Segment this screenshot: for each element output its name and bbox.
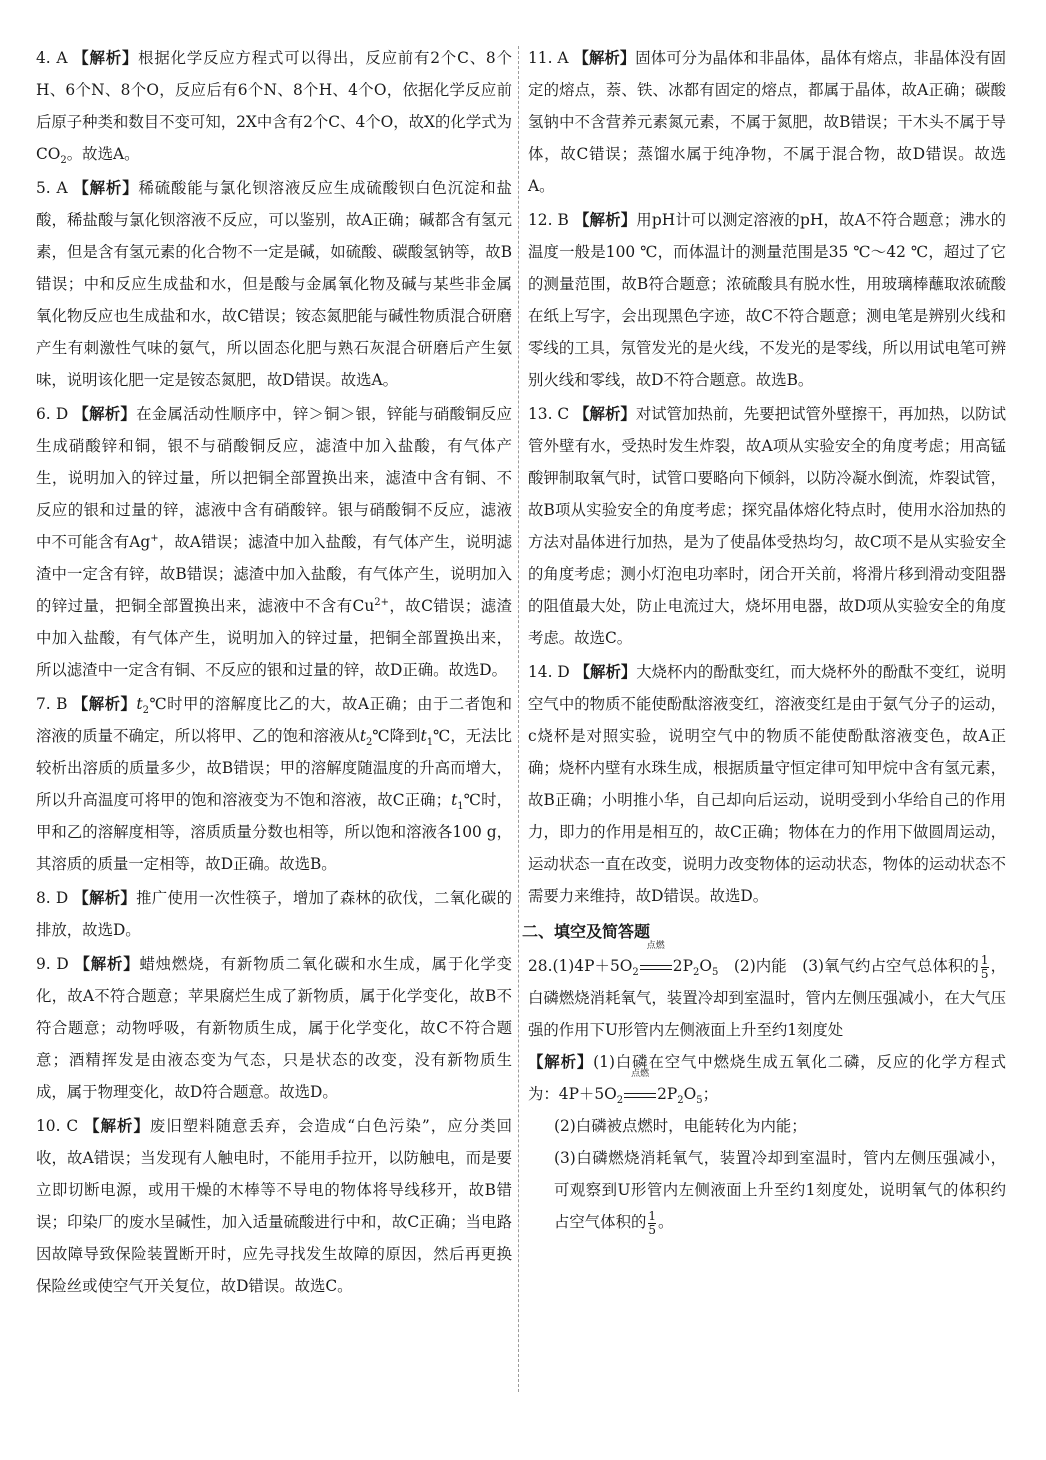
- analysis-tag: 【解析】: [574, 663, 637, 681]
- answer-text: ℃，无法比较析出溶质的质量多少，故B错误；甲的溶解度随温度的升高而增大，所以升高温度可将甲的饱和溶液变为不饱和溶液，故C正确；: [36, 727, 513, 809]
- answer-text-end: ℃时，甲和乙的溶解度相等，溶质质量分数也相等，所以饱和溶液各100 g，其溶质的质量一定相等，故D正确。故选B。: [36, 791, 513, 873]
- equation-right-o: O: [699, 957, 712, 975]
- reaction-condition: 点燃: [646, 941, 665, 951]
- temperature-symbol: t: [451, 791, 458, 809]
- temperature-symbol: t: [359, 727, 367, 745]
- subscript: 1: [457, 801, 464, 813]
- answer-8: [36, 882, 512, 946]
- answer-number: 14. D: [528, 663, 570, 681]
- answer-text: (2)内能 (3)氧气约占空气总体积的: [718, 957, 979, 975]
- subscript: 1: [426, 737, 434, 749]
- answer-28: [528, 941, 1006, 1238]
- column-divider: [518, 46, 519, 1392]
- analysis-tag: 【解析】: [574, 405, 636, 423]
- analysis-text: (1)白磷在空气中燃烧生成五氧化二磷，反应的化学方程式为：4P＋5O: [528, 1053, 1006, 1103]
- answer-number: 9. D: [36, 955, 69, 973]
- answer-28-analysis-3: (3)白磷燃烧消耗氧气，装置冷却到室温时，管内左侧压强减小，可观察到U形管内左侧液面上升至约1刻度处，说明氧气的体积约占空气体积的 $\frac{1}{5}$ 。: [554, 1149, 1006, 1237]
- analysis-tag: 【解析】: [72, 695, 137, 713]
- fraction-numerator: 1: [648, 1208, 656, 1223]
- answer-text: 根据化学反应方程式可以得出，反应前有2个C、8个H、6个N、8个O，反应后有6个N、8个H、4个O，依据化学反应前后原子种类和数目不变可知，2X中含有2个C、4个O，故X的化学式为CO: [36, 49, 512, 163]
- answer-10: [36, 1110, 512, 1302]
- superscript: 2+: [374, 596, 389, 608]
- analysis-tag: 【解析】: [73, 49, 139, 67]
- superscript: +: [150, 532, 159, 544]
- fraction-denominator: 5: [648, 1222, 656, 1237]
- analysis-tag: 【解析】: [573, 211, 637, 229]
- answer-text: ℃时甲的溶解度比乙的大，故A正确；由于二者饱和溶液的质量不确定，所以将甲、乙的饱和溶液从: [36, 695, 512, 745]
- subscript: 2: [60, 155, 67, 167]
- subscript: 2: [366, 737, 373, 749]
- answer-4: [36, 42, 512, 170]
- equation-right: 2P: [657, 1085, 678, 1103]
- answer-number: 12. B: [528, 211, 569, 229]
- answer-13: [528, 398, 1006, 654]
- answer-number: 8. D: [36, 889, 69, 907]
- answer-11: [528, 42, 1006, 202]
- answer-text: 蜡烛燃烧，有新物质二氧化碳和水生成，属于化学变化，故A不符合题意；苹果腐烂生成了新物质，属于化学变化，故B不符合题意；动物呼吸，有新物质生成，属于化学变化，故C不符合题意；酒精挥发是由液态变为气态，只是状态的改变，没有新物质生成，属于物理变化，故D符合题意。故选D。: [36, 955, 512, 1101]
- analysis-tag: 【解析】: [528, 1053, 594, 1071]
- answer-5: [36, 172, 512, 396]
- equation-left: (1)4P＋5O: [552, 957, 633, 975]
- right-column: [522, 42, 1006, 1240]
- answer-text: 推广使用一次性筷子，增加了森林的砍伐，二氧化碳的排放，故选D。: [36, 889, 512, 939]
- answer-text-mid: ，故A错误；滤渣中加入盐酸，有气体产生，说明滤渣中一定含有锌，故B错误；滤渣中加入盐酸，有气体产生，说明加入的锌过量，把铜全部置换出来，滤液中不含有Cu: [36, 533, 512, 615]
- answer-text-end: ，故C错误；滤渣中加入盐酸，有气体产生，说明加入的锌过量，把铜全部置换出来，所以滤渣中一定含有铜、不反应的银和过量的锌，故D正确。故选D。: [36, 597, 512, 679]
- answer-28-analysis-2: (2)白磷被点燃时，电能转化为内能；: [554, 1117, 807, 1135]
- analysis-tag: 【解析】: [74, 955, 140, 973]
- left-column: [36, 42, 512, 1304]
- analysis-tag: 【解析】: [73, 405, 137, 423]
- answer-text: 固体可分为晶体和非晶体，晶体有熔点，非晶体没有固定的熔点，萘、铁、冰都有固定的熔点，都属于晶体，故A正确；碳酸氢钠中不含营养元素氮元素，不属于氮肥，故B错误；干木头不属于导体，故C错误；蒸馏水属于纯净物，不属于混合物，故D错误。故选A。: [528, 49, 1006, 195]
- fraction-numerator: 1: [980, 952, 989, 967]
- answer-text: 在金属活动性顺序中，锌＞铜＞银，锌能与硝酸铜反应生成硝酸锌和铜，银不与硝酸铜反应，滤渣中加入盐酸，有气体产生，说明加入的锌过量，所以把铜全部置换出来，滤渣中含有铜、不反应的银和过量的锌，滤液中含有硝酸锌。银与硝酸铜不反应，滤液中不可能含有Ag: [36, 405, 512, 551]
- answer-number: 4. A: [36, 49, 68, 67]
- equation-right: 2P: [672, 957, 693, 975]
- section-heading: 二、填空及简答题: [522, 922, 651, 941]
- reaction-arrow: [623, 1069, 657, 1110]
- answer-number: 13. C: [528, 405, 570, 423]
- answer-number: 10. C: [36, 1117, 79, 1135]
- answer-12: [528, 204, 1006, 396]
- reaction-condition: 点燃: [631, 1069, 650, 1079]
- answer-number: 11. A: [528, 49, 569, 67]
- analysis-tag: 【解析】: [73, 889, 137, 907]
- answer-text: ℃降到: [372, 727, 421, 745]
- temperature-symbol: t: [420, 727, 427, 745]
- answer-text-end: ，白磷燃烧消耗氧气，装置冷却到室温时，管内左侧压强减小，在大气压强的作用下U形管内左侧液面上升至约1刻度处: [528, 957, 1006, 1039]
- answer-text-end: 。故选A。: [66, 145, 140, 163]
- answer-text: 稀硫酸能与氯化钡溶液反应生成硫酸钡白色沉淀和盐酸，稀盐酸与氯化钡溶液不反应，可以鉴别，故A正确；碱都含有氢元素，但是含有氢元素的化合物不一定是碱，如硫酸、碳酸氢钠等，故B错误；中和反应生成盐和水，但是酸与金属氧化物及碱与某些非金属氧化物反应也生成盐和水，故C错误；铵态氮肥能与碱性物质混合研磨产生有刺激性气味的氨气，所以固态化肥与熟石灰混合研磨后产生氨味，说明该化肥一定是铵态氮肥，故D错误。故选A。: [36, 179, 512, 389]
- temperature-symbol: t: [136, 695, 143, 713]
- reaction-arrow: [639, 941, 673, 982]
- answer-28-main: $28.(1)4P+5O_2$ 点燃 $2P_2O_5$ (2)内能 (3)氧气约占空气总体积的 $\frac{1}{5}$ ，白磷燃烧消耗氧气，装置冷却到室温时，管内左侧压强减小，在大气压强的作用下U形管内左侧液面上升至约1刻度处: [528, 941, 1006, 1039]
- answer-number: 28.: [528, 957, 553, 975]
- answer-text: 大烧杯内的酚酞变红，而大烧杯外的酚酞不变红，说明空气中的物质不能使酚酞溶液变红，溶液变红是由于氨气分子的运动，c烧杯是对照实验，说明空气中的物质不能使酚酞溶液变色，故A正确；烧杯内壁有水珠生成，根据质量守恒定律可知甲烷中含有氢元素，故B正确；小明推小华，自己却向后运动，说明受到小华给自己的作用力，即力的作用是相互的，故C正确；物体在力的作用下做圆周运动，运动状态一直在改变，说明力改变物体的运动状态，物体的运动状态不需要力来维持，故D错误。故选D。: [528, 663, 1006, 905]
- fraction-one-fifth: [648, 1210, 656, 1237]
- analysis-tag: 【解析】: [84, 1117, 150, 1135]
- fraction-denominator: 5: [980, 966, 989, 981]
- answer-text: 对试管加热前，先要把试管外壁擦干，再加热，以防试管外壁有水，受热时发生炸裂，故A项从实验安全的角度考虑；用高锰酸钾制取氧气时，试管口要略向下倾斜，以防冷凝水倒流，炸裂试管，故B项从实验安全的角度考虑；探究晶体熔化特点时，使用水浴加热的方法对晶体进行加热，是为了使晶体受热均匀，故C项不是从实验安全的角度考虑；测小灯泡电功率时，闭合开关前，将滑片移到滑动变阻器的阻值最大处，防止电流过大，烧坏用电器，故D项从实验安全的角度考虑。故选C。: [528, 405, 1006, 647]
- answer-28-analysis-1: 【解析】(1)白磷在空气中燃烧生成五氧化二磷，反应的化学方程式为：$4P+5O_2$ 点燃 $2P_2O_5$；: [528, 1046, 1006, 1110]
- answer-number: 7. B: [36, 695, 68, 713]
- analysis-tag: 【解析】: [573, 49, 636, 67]
- subscript: 2: [142, 705, 149, 717]
- fraction-one-fifth: [981, 954, 989, 981]
- equation-right-o: O: [683, 1085, 697, 1103]
- answer-text: 废旧塑料随意丢弃，会造成“白色污染”，应分类回收，故A错误；当发现有人触电时，不能用手拉开，以防触电，而是要立即切断电源，或用干燥的木棒等不导电的物体将导线移开，故B错误；印染厂的废水呈碱性，加入适量硫酸进行中和，故C正确；当电路因故障导致保险装置断开时，应先寻找发生故障的原因，然后再更换保险丝或使空气开关复位，故D错误。故选C。: [36, 1117, 512, 1295]
- answer-9: [36, 948, 512, 1108]
- answer-text: 用pH计可以测定溶液的pH，故A不符合题意；沸水的温度一般是100 ℃，而体温计的测量范围是35 ℃～42 ℃，超过了它的测量范围，故B符合题意；浓硫酸具有脱水性，用玻璃棒蘸取浓硫酸在纸上写字，会出现黑色字迹，故C不符合题意；测电笔是辨别火线和零线的工具，氖管发光的是火线，不发光的是零线，所以用试电笔可辨别火线和零线，故D不符合题意。故选B。: [528, 211, 1006, 389]
- answer-14: [528, 656, 1006, 912]
- analysis-text: (3)白磷燃烧消耗氧气，装置冷却到室温时，管内左侧压强减小，可观察到U形管内左侧液面上升至约1刻度处，说明氧气的体积约占空气体积的: [554, 1149, 1006, 1231]
- answer-6: [36, 398, 512, 686]
- answer-7: [36, 688, 512, 880]
- answer-number: 5. A: [36, 179, 68, 197]
- answer-number: 6. D: [36, 405, 69, 423]
- analysis-tag: 【解析】: [73, 179, 139, 197]
